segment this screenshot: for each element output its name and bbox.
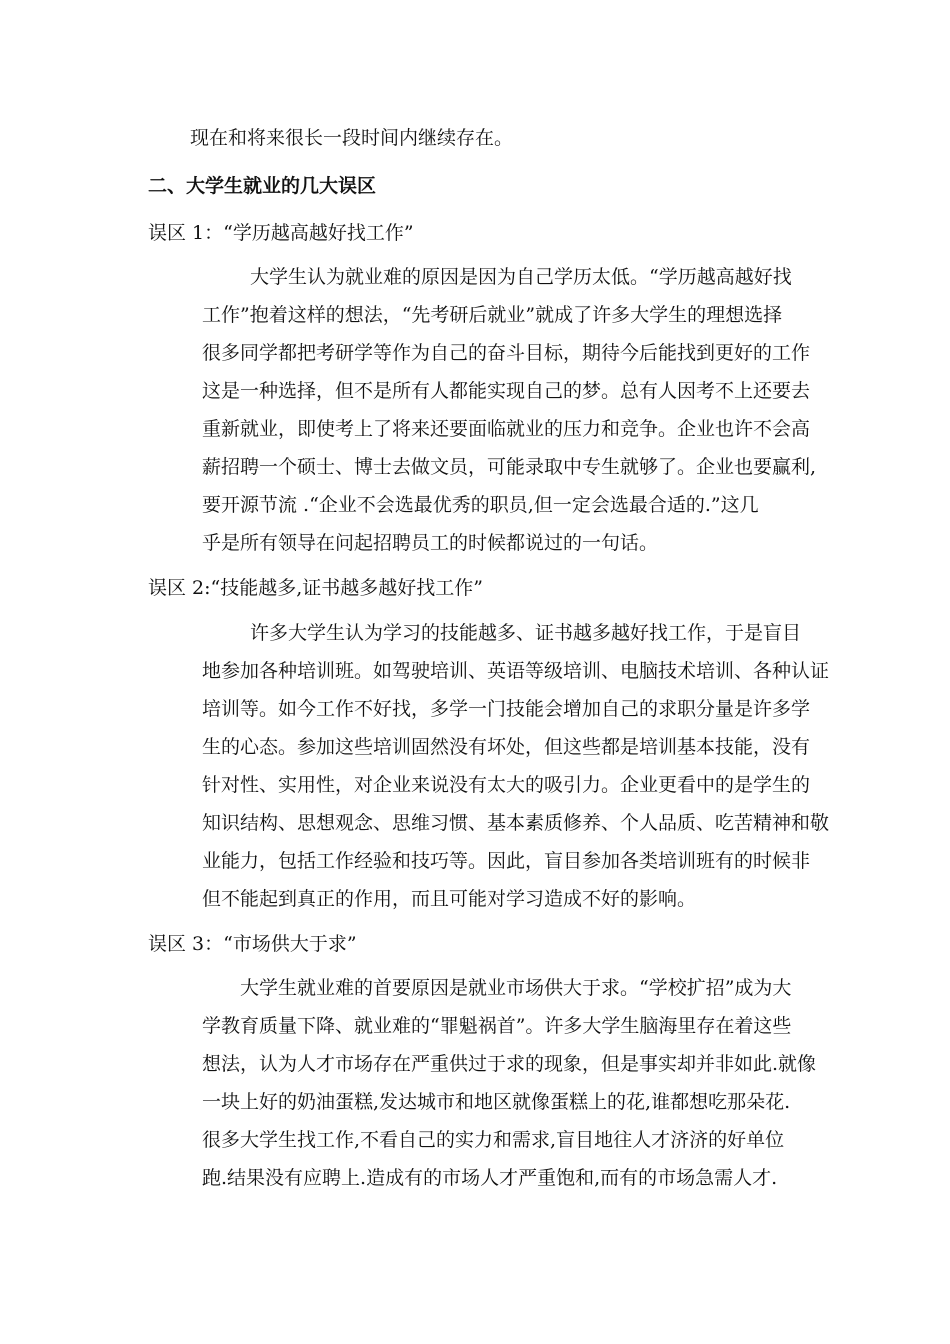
intro-tail-text: 现在和将来很长一段时间内继续存在。 bbox=[190, 127, 514, 149]
paragraph-line: 很多同学都把考研学等作为自己的奋斗目标，期待今后能找到更好的工作 bbox=[202, 342, 811, 364]
paragraph-line: 要开源节流 .“企业不会选最优秀的职员,但一定会选最合适的.”这几 bbox=[202, 494, 759, 516]
paragraph-line: 地参加各种培训班。如驾驶培训、英语等级培训、电脑技术培训、各种认证 bbox=[202, 660, 830, 682]
myth-3-title: 误区 3：“市场供大于求” bbox=[148, 933, 357, 955]
paragraph-line: 培训等。如今工作不好找，多学一门技能会增加自己的求职分量是许多学 bbox=[202, 698, 811, 720]
paragraph-line: 大学生就业难的首要原因是就业市场供大于求。“学校扩招”成为大 bbox=[240, 977, 792, 999]
paragraph-line: 学教育质量下降、就业难的“罪魁祸首”。许多大学生脑海里存在着这些 bbox=[202, 1015, 792, 1037]
paragraph-line: 但不能起到真正的作用，而且可能对学习造成不好的影响。 bbox=[202, 888, 697, 910]
section-heading: 二、大学生就业的几大误区 bbox=[148, 175, 377, 197]
paragraph-line: 知识结构、思想观念、思维习惯、基本素质修养、个人品质、吃苦精神和敬 bbox=[202, 812, 830, 834]
paragraph-line: 针对性、实用性，对企业来说没有太大的吸引力。企业更看中的是学生的 bbox=[202, 774, 811, 796]
paragraph-line: 很多大学生找工作,不看自己的实力和需求,盲目地往人才济济的好单位 bbox=[202, 1129, 785, 1151]
paragraph-line: 这是一种选择，但不是所有人都能实现自己的梦。总有人因考不上还要去 bbox=[202, 380, 811, 402]
myth-2-title: 误区 2:“技能越多,证书越多越好找工作” bbox=[148, 577, 483, 599]
paragraph-line: 一块上好的奶油蛋糕,发达城市和地区就像蛋糕上的花,谁都想吃那朵花. bbox=[202, 1091, 791, 1113]
myth-1-title: 误区 1：“学历越高越好找工作” bbox=[148, 222, 414, 244]
paragraph-line: 工作”抱着这样的想法，“先考研后就业”就成了许多大学生的理想选择 bbox=[202, 304, 783, 326]
paragraph-line: 许多大学生认为学习的技能越多、证书越多越好找工作，于是盲目 bbox=[250, 622, 802, 644]
paragraph-line: 大学生认为就业难的原因是因为自己学历太低。“学历越高越好找 bbox=[250, 266, 792, 288]
paragraph-line: 生的心态。参加这些培训固然没有坏处，但这些都是培训基本技能，没有 bbox=[202, 736, 811, 758]
paragraph-line: 想法，认为人才市场存在严重供过于求的现象，但是事实却并非如此.就像 bbox=[202, 1053, 817, 1075]
paragraph-line: 业能力，包括工作经验和技巧等。因此，盲目参加各类培训班有的时候非 bbox=[202, 850, 811, 872]
paragraph-line: 重新就业，即使考上了将来还要面临就业的压力和竞争。企业也许不会高 bbox=[202, 418, 811, 440]
paragraph-line: 薪招聘一个硕士、博士去做文员，可能录取中专生就够了。企业也要赢利, bbox=[202, 456, 817, 478]
paragraph-line: 跑.结果没有应聘上.造成有的市场人才严重饱和,而有的市场急需人才. bbox=[202, 1167, 778, 1189]
paragraph-line: 乎是所有领导在问起招聘员工的时候都说过的一句话。 bbox=[202, 532, 659, 554]
